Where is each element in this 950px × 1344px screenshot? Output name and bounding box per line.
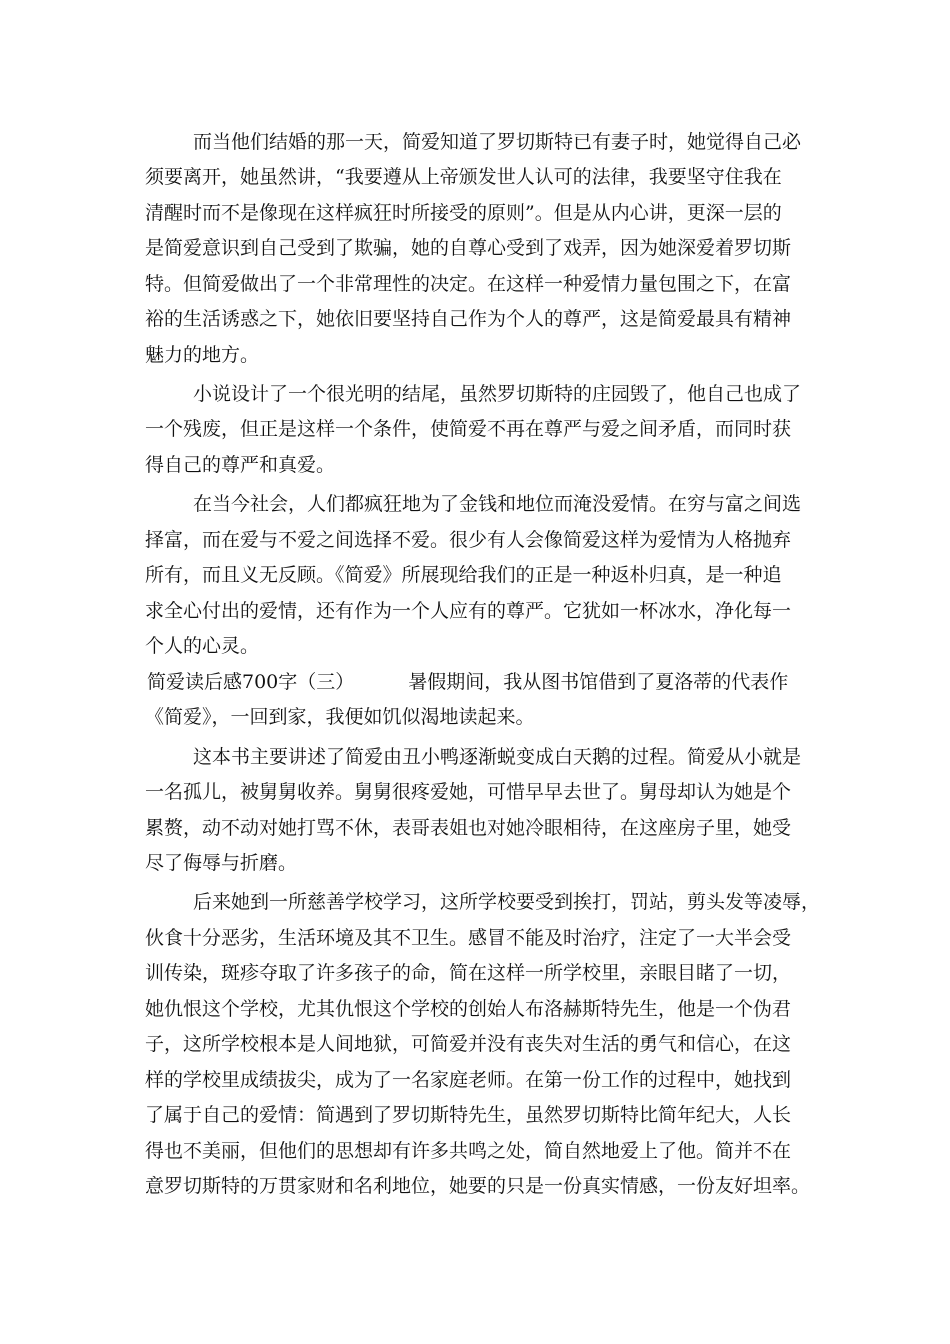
- text-line: 是简爱意识到自己受到了欺骗，她的自尊心受到了戏弄，因为她深爱着罗切斯: [145, 237, 792, 259]
- text-line: 伙食十分恶劣，生活环境及其不卫生。感冒不能及时治疗，注定了一大半会受: [145, 927, 792, 949]
- text-line: 特。但简爱做出了一个非常理性的决定。在这样一种爱情力量包围之下，在富: [145, 273, 792, 295]
- text-line: 所有，而且义无反顾。《简爱》所展现给我们的正是一种返朴归真，是一种追: [145, 564, 782, 586]
- text-line: 得自己的尊严和真爱。: [145, 454, 336, 476]
- text-line: 《简爱》，一回到家，我便如饥似渴地读起来。: [145, 706, 535, 728]
- text-line: 魅力的地方。: [145, 344, 260, 366]
- text-line: 她仇恨这个学校，尤其仇恨这个学校的创始人布洛赫斯特先生，他是一个伪君: [145, 998, 792, 1020]
- text-line: 裕的生活诱惑之下，她依旧要坚持自己作为个人的尊严，这是简爱最具有精神: [145, 308, 792, 330]
- text-line: 得也不美丽，但他们的思想却有许多共鸣之处，简自然地爱上了他。简并不在: [145, 1140, 792, 1162]
- text-line: 了属于自己的爱情：简遇到了罗切斯特先生，虽然罗切斯特比简年纪大，人长: [145, 1104, 792, 1126]
- section-title: 简爱读后感700字（三）: [147, 671, 355, 693]
- text-line: 这本书主要讲述了简爱由丑小鸭逐渐蜕变成白天鹅的过程。简爱从小就是: [193, 746, 802, 768]
- text-line: 尽了侮辱与折磨。: [145, 852, 298, 874]
- text-line: 求全心付出的爱情，还有作为一个人应有的尊严。它犹如一杯冰水，净化每一: [145, 600, 792, 622]
- text-line: 累赘，动不动对她打骂不休，表哥表姐也对她冷眼相待，在这座房子里，她受: [145, 817, 792, 839]
- text-line: 小说设计了一个很光明的结尾，虽然罗切斯特的庄园毁了，他自己也成了: [193, 383, 802, 405]
- text-line: 子，这所学校根本是人间地狱，可简爱并没有丧失对生活的勇气和信心，在这: [145, 1033, 792, 1055]
- text-line: 须要离开，她虽然讲，“我要遵从上帝颁发世人认可的法律，我要坚守住我在: [145, 166, 782, 188]
- text-line: 个人的心灵。: [145, 635, 260, 657]
- text-line: 后来她到一所慈善学校学习，这所学校要受到挨打，罚站，剪头发等凌辱，: [193, 891, 821, 913]
- section-intro-text: 暑假期间，我从图书馆借到了夏洛蒂的代表作: [408, 671, 789, 693]
- section-heading-line: [147, 671, 788, 693]
- text-line: 一个残废，但正是这样一个条件，使简爱不再在尊严与爱之间矛盾，而同时获: [145, 418, 792, 440]
- text-line: 清醒时而不是像现在这样疯狂时所接受的原则”。但是从内心讲，更深一层的: [145, 202, 782, 224]
- text-line: 而当他们结婚的那一天，简爱知道了罗切斯特已有妻子时，她觉得自己必: [193, 131, 802, 153]
- text-line: 训传染，斑疹夺取了许多孩子的命，简在这样一所学校里，亲眼目睹了一切，: [145, 962, 792, 984]
- text-line: 一名孤儿，被舅舅收养。舅舅很疼爱她，可惜早早去世了。舅母却认为她是个: [145, 781, 792, 803]
- text-line: 在当今社会，人们都疯狂地为了金钱和地位而淹没爱情。在穷与富之间选: [193, 493, 802, 515]
- text-line: 意罗切斯特的万贯家财和名利地位，她要的只是一份真实情感，一份友好坦率。: [145, 1175, 811, 1197]
- text-line: 样的学校里成绩拔尖，成为了一名家庭老师。在第一份工作的过程中，她找到: [145, 1069, 792, 1091]
- text-line: 择富，而在爱与不爱之间选择不爱。很少有人会像简爱这样为爱情为人格抛弃: [145, 529, 792, 551]
